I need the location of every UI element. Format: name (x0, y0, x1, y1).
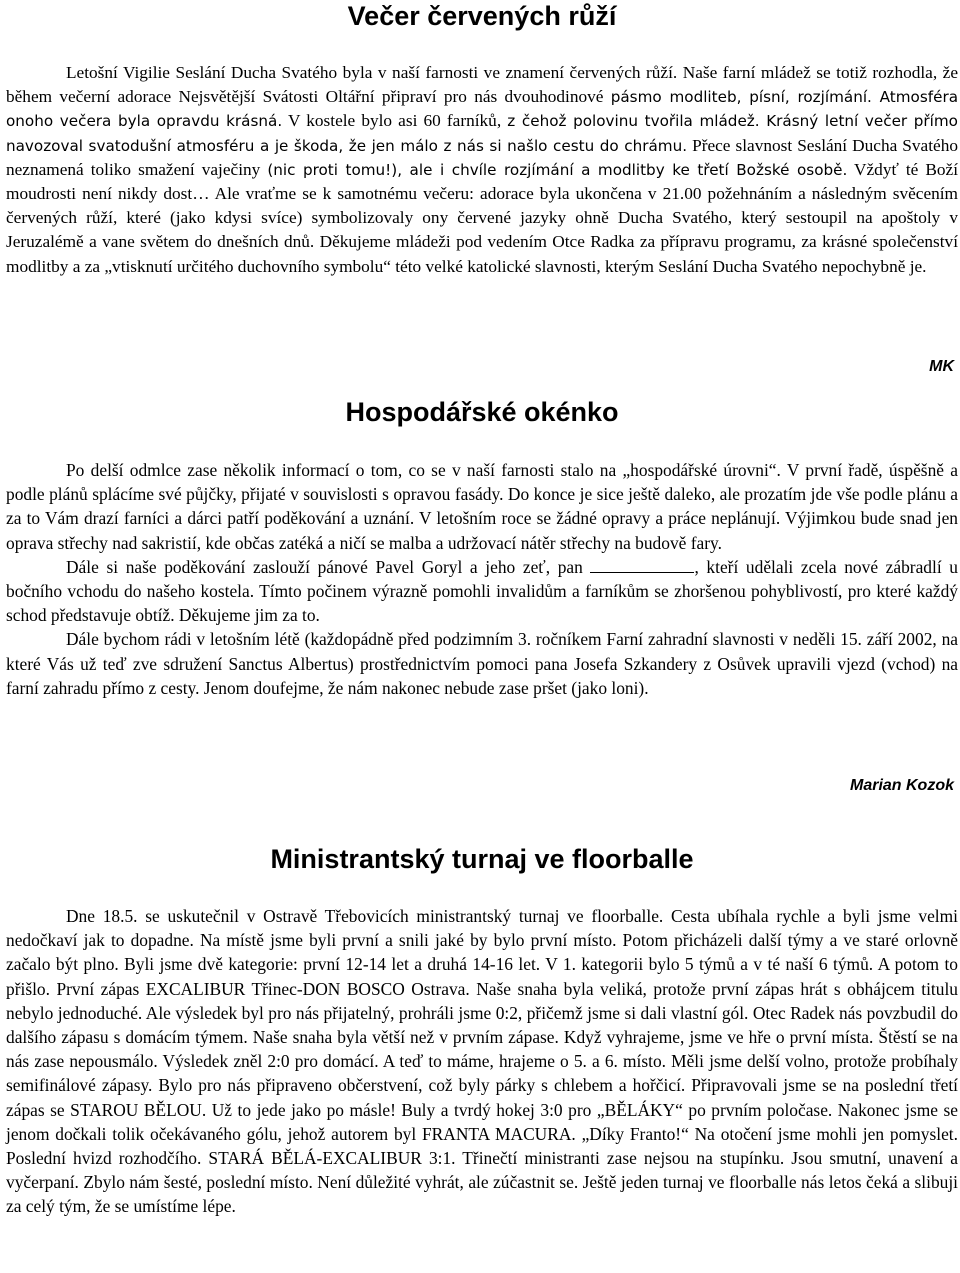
article-body-vecer (6, 61, 958, 279)
signature-marian-kozok: Marian Kozok (849, 777, 954, 794)
blank-line (590, 557, 694, 573)
article-body-hospodarske (6, 458, 958, 700)
text-segment: Vždyť té Boží moudrosti není nikdy dost… Ale vraťme se k samotnému večeru: adorace byla ukončena v 21.00 požehnáním a následným svěcením červených růží, které (jako kdysi svíce) symbolizovaly ony červené jazyky ohně Ducha Svatého, který sestoupil na apoštoly v Jeruzalémě a vane světem do dnešních dnů. Děkujeme mládeži pod vedením Otce Radka za přípravu programu, za krásné společenství modlitby a za „vtisknutí určitého duchovního symbolu“ této velké katolické slavnosti, kterým Seslání Ducha Svatého nepochybně je. (6, 159, 959, 276)
text-segment: Dále si naše poděkování zaslouží pánové Pavel Goryl a jeho zeť, pan (66, 556, 591, 577)
paragraph (6, 61, 958, 279)
paragraph: Dále bychom rádi v letošním létě (každopádně před podzimním 3. ročníkem Farní zahradní slavnosti v neděli 15. září 2002, na které Vás už teď zve sdružení Sanctus Albertus) prostřednictvím pomoci pana Josefa Szkandery z Osůvek upravili vjezd (vchod) na farní zahradu přímo z cesty. Jenom doufejme, že nám nakonec nebude zase pršet (jako loni). (6, 629, 958, 698)
paragraph (6, 555, 958, 628)
text-segment: V kostele bylo asi 60 farníků, (282, 111, 508, 131)
text-segment: (nic proti tomu!), ale i chvíle rozjímání a modlitby ke třetí Božské osobě. (267, 160, 848, 179)
text-segment: Letošní Vigilie Seslání Ducha Svatého byla v naší farnosti ve znamení červených růží. Naše farní mládež se totiž rozhodla, že během večerní adorace Nejsvětější Svátosti Oltářní připraví pro nás dvouhodinové (6, 63, 958, 107)
article-title-hospodarske: Hospodářské okénko (345, 397, 619, 427)
article-title-ministrantsky: Ministrantský turnaj ve floorballe (270, 844, 694, 874)
text-segment: Přece slavnost Seslání Ducha Svatého neznamená toliko smažení vaječiny (6, 135, 958, 179)
text-segment: , kteří udělali zcela nové zábradlí u bočního vchodu do našeho kostela. Tímto počinem výrazně pomohli invalidům a farníkům se zhoršenou pohyblivostí, pro které každý schod představuje obtíž. Děkujeme jim za to. (6, 556, 958, 626)
text-segment: z čehož polovinu tvořila mládež. Krásný letní večer přímo navozoval svatodušní atmosféru a je škoda, že jen málo z nás si našlo cestu do chrámu. (6, 112, 958, 155)
text-segment: pásmo modliteb, písní, rozjímání. Atmosféra onoho večera byla opravdu krásná. (6, 88, 958, 131)
article-title-vecer: Večer červených růží (347, 1, 617, 31)
signature-mk: MK (929, 358, 954, 375)
article-body-ministrantsky (6, 904, 958, 1219)
paragraph: Dne 18.5. se uskutečnil v Ostravě Třebovicích ministrantský turnaj ve floorballe. Cesta ubíhala rychle a byli jsme velmi nedočkaví jak to dopadne. Na místě jsme byli první a snili jaké by bylo první místo. Potom přicházeli další týmy a ve staré orlovně začalo být plno. Byli jsme dvě kategorie: první 12-14 let a druhá 14-16 let. V 1. kategorii bylo 5 týmů a v té naší 6 týmů. A potom to přišlo. První zápas EXCALIBUR Třinec-DON BOSCO Ostrava. Naše snaha byla veliká, protože první zápas hrát s obhájcem titulu nebylo jednoduché. Ale výsledek byl pro nás přijatelný, prohráli jsme 0:2, přičemž jsme si dali vlastní gól. Otec Radek nás povzbudil do dalšího zápasu s domácím týmem. Naše snaha byla větší než v prvním zápase. Když vyhrajeme, jsme ve hře o první místa. Štěstí se na nás zase nepousmálo. Výsledek zněl 2:0 pro domácí. A teď to máme, hrajeme o 5. a 6. místo. Měli jsme delší volno, protože probíhaly semifinálové zápasy. Bylo pro nás připraveno občerstvení, což byly párky s chlebem a hořčicí. Připravovali jsme se na poslední třetí zápas se STAROU BĚLOU. Už to jede jako po másle! Buly a tvrdý hokej 3:0 pro „BĚLÁKY“ po prvním poločase. Nakonec jsme se jenom dočkali tolik očekávaného gólu, jehož autorem byl FRANTA MACURA. „Díky Franto!“ Na otočení jsme mohli jen pomyslet. Poslední hvizd rozhodčího. STARÁ BĚLÁ-EXCALIBUR 3:1. Třinečtí ministranti zase nejsou na stupínku. Jsou smutní, unavení a vyčerpaní. Zbylo nám šesté, poslední místo. Není důležité vyhrát, ale zúčastnit se. Ještě jeden turnaj ve floorballe nás letos čeká a slibuji za celý tým, že se umístíme lépe. (6, 906, 958, 1217)
paragraph: Po delší odmlce zase několik informací o tom, co se v naší farnosti stalo na „hospodářské úrovni“. V první řadě, úspěšně a podle plánů splácíme své půjčky, přijaté v souvislosti s opravou fasády. Do konce je sice ještě daleko, ale prozatím jde vše podle plánu a za to Vám drazí farníci a dárci patří poděkování a uznání. V letošním roce se žádné opravy a práce neplánují. Výjimkou bude snad jen oprava střechy nad sakristií, kde občas zatéká a ničí se malba a udržovací nátěr střechy na budově fary. (6, 460, 958, 553)
